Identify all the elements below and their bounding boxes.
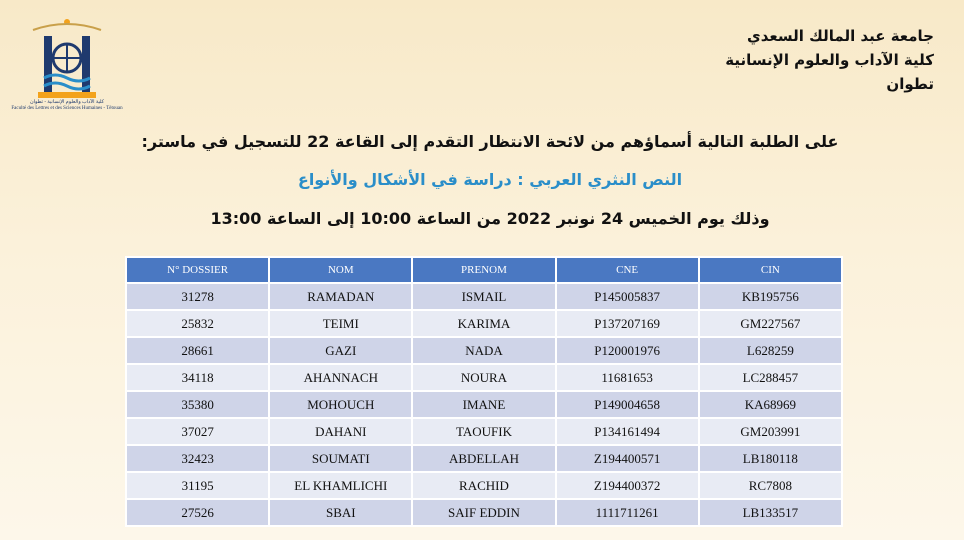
cell-cne: P120001976 [556, 337, 699, 364]
cell-cne: 1111711261 [556, 499, 699, 526]
cell-cin: GM203991 [699, 418, 842, 445]
institution-header [725, 24, 934, 96]
cell-prenom: NOURA [412, 364, 555, 391]
notice-intro: على الطلبة التالية أسماؤهم من لائحة الانتظار التقدم إلى القاعة 22 للتسجيل في ماستر: [141, 132, 839, 151]
table-row [126, 283, 842, 310]
cell-prenom: TAOUFIK [412, 418, 555, 445]
table-row [126, 418, 842, 445]
cell-nom: EL KHAMLICHI [269, 472, 412, 499]
cell-nom: MOHOUCH [269, 391, 412, 418]
cell-cne: P145005837 [556, 283, 699, 310]
cell-prenom: ABDELLAH [412, 445, 555, 472]
table-header-row [126, 257, 842, 283]
logo-caption: كلية الآداب والعلوم الإنسانية - تطوان Faculté des Lettres et des Sciences Humaines - Tétouan [11, 100, 123, 111]
cell-dossier: 37027 [126, 418, 269, 445]
cell-cin: L628259 [699, 337, 842, 364]
table-row [126, 472, 842, 499]
column-header-nom: NOM [269, 257, 412, 283]
cell-cin: LB180118 [699, 445, 842, 472]
cell-nom: TEIMI [269, 310, 412, 337]
cell-prenom: SAIF EDDIN [412, 499, 555, 526]
cell-prenom: NADA [412, 337, 555, 364]
cell-nom: SBAI [269, 499, 412, 526]
cell-nom: RAMADAN [269, 283, 412, 310]
cell-dossier: 31278 [126, 283, 269, 310]
cell-dossier: 27526 [126, 499, 269, 526]
cell-nom: SOUMATI [269, 445, 412, 472]
cell-cne: Z194400372 [556, 472, 699, 499]
program-title: النص النثري العربي : دراسة في الأشكال والأنواع [297, 170, 683, 189]
cell-cin: KB195756 [699, 283, 842, 310]
cell-cne: P149004658 [556, 391, 699, 418]
cell-cne: P137207169 [556, 310, 699, 337]
cell-dossier: 35380 [126, 391, 269, 418]
cell-cin: LC288457 [699, 364, 842, 391]
table-row [126, 364, 842, 391]
table-row [126, 337, 842, 364]
cell-dossier: 32423 [126, 445, 269, 472]
cell-nom: AHANNACH [269, 364, 412, 391]
table-row [126, 310, 842, 337]
column-header-dossier: N° DOSSIER [126, 257, 269, 283]
cell-cin: GM227567 [699, 310, 842, 337]
cell-cne: Z194400571 [556, 445, 699, 472]
university-name: جامعة عبد المالك السعدي [747, 27, 934, 45]
cell-cin: RC7808 [699, 472, 842, 499]
column-header-cne: CNE [556, 257, 699, 283]
schedule-line: وذلك يوم الخميس 24 نونبر 2022 من الساعة 10:00 إلى الساعة 13:00 [210, 209, 770, 228]
column-header-cin: CIN [699, 257, 842, 283]
cell-cne: P134161494 [556, 418, 699, 445]
city-name: تطوان [886, 75, 934, 93]
table-row [126, 499, 842, 526]
cell-cne: 11681653 [556, 364, 699, 391]
table-row [126, 391, 842, 418]
students-table [125, 256, 843, 527]
column-header-prenom: PRENOM [412, 257, 555, 283]
cell-cin: KA68969 [699, 391, 842, 418]
cell-dossier: 25832 [126, 310, 269, 337]
table-row [126, 445, 842, 472]
cell-prenom: ISMAIL [412, 283, 555, 310]
cell-prenom: RACHID [412, 472, 555, 499]
cell-nom: GAZI [269, 337, 412, 364]
cell-prenom: KARIMA [412, 310, 555, 337]
cell-prenom: IMANE [412, 391, 555, 418]
cell-dossier: 31195 [126, 472, 269, 499]
cell-cin: LB133517 [699, 499, 842, 526]
cell-dossier: 28661 [126, 337, 269, 364]
cell-dossier: 34118 [126, 364, 269, 391]
cell-nom: DAHANI [269, 418, 412, 445]
faculty-name: كلية الآداب والعلوم الإنسانية [725, 51, 934, 69]
